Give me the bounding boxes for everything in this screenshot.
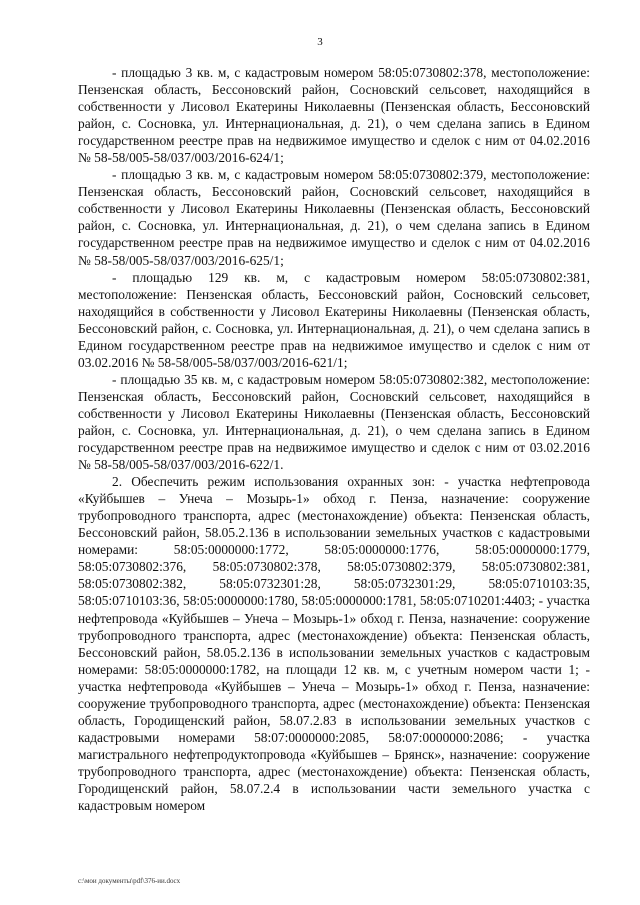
paragraph-plot-381: - площадью 129 кв. м, с кадастровым номером 58:05:0730802:381, местоположение: Пензенская область, Бессоновский район, Сосновский сельсовет, находящийся в собственности у Лисовол Екатерины Николаевны (Пензенская область, Бессоновский район, с. Сосновка, ул. Интернациональная, д. 21), о чем сделана запись в Едином государственном реестре прав на недвижимое имущество и сделок с ним от 03.02.2016 № 58-58/005-58/037/003/2016-621/1; (78, 269, 590, 370)
page-number: 3 (317, 36, 323, 48)
paragraph-item-2-protection-zones: 2. Обеспечить режим использования охранных зон: - участка нефтепровода «Куйбышев – Унеча – Мозырь-1» обход г. Пенза, назначение: сооружение трубопроводного транспорта, адрес (местонахождение) объекта: Пензенская область, Бессоновский район, 58.05.2.136 в использовании земельных участков с кадастровыми номерами: 58:05:0000000:1772, 58:05:0000000:1776, 58:05:0000000:1779, 58:05:0730802:376, 58:05:0730802:378, 58:05:0730802:379, 58:05:0730802:381, 58:05:0730802:382, 58:05:0732301:28, 58:05:0732301:29, 58:05:0710103:35, 58:05:0710103:36, 58:05:0000000:1780, 58:05:0000000:1781, 58:05:0710201:4403; - участка нефтепровода «Куйбышев – Унеча – Мозырь-1» обход г. Пенза, назначение: сооружение трубопроводного транспорта, адрес (местонахождение) объекта: Пензенская область, Бессоновский район, 58.05.2.136 в использовании земельных участков с кадастровым номерами: 58:05:0000000:1782, на площади 12 кв. м, с учетным номером части 1; - участка нефтепровода «Куйбышев – Унеча – Мозырь-1» обход г. Пенза, назначение: сооружение трубопроводного транспорта, адрес (местонахождение) объекта: Пензенская область, Городищенский район, 58.07.2.83 в использовании земельных участков с кадастровыми номерами 58:07:0000000:2085, 58:07:0000000:2086; - участка магистрального нефтепродуктопровода «Куйбышев – Брянск», назначение: сооружение трубопроводного транспорта, адрес (местонахождение) объекта: Пензенская область, Городищенский район, 58.07.2.4 в использовании части земельного участка с кадастровым номером (78, 474, 590, 814)
paragraph-plot-378: - площадью 3 кв. м, с кадастровым номером 58:05:0730802:378, местоположение: Пензенская область, Бессоновский район, Сосновский сельсовет, находящийся в собственности у Лисовол Екатерины Николаевны (Пензенская область, Бессоновский район, с. Сосновка, ул. Интернациональная, д. 21), о чем сделана запись в Едином государственном реестре прав на недвижимое имущество и сделок с ним от 04.02.2016 № 58-58/005-58/037/003/2016-624/1; (78, 65, 590, 166)
footer-file-path: c:\мои документы\pdf\376-ии.docx (78, 877, 181, 885)
document-body (78, 64, 590, 814)
paragraph-plot-379: - площадью 3 кв. м, с кадастровым номером 58:05:0730802:379, местоположение: Пензенская область, Бессоновский район, Сосновский сельсовет, находящийся в собственности у Лисовол Екатерины Николаевны (Пензенская область, Бессоновский район, с. Сосновка, ул. Интернациональная, д. 21), о чем сделана запись в Едином государственном реестре прав на недвижимое имущество и сделок с ним от 04.02.2016 № 58-58/005-58/037/003/2016-625/1; (78, 167, 590, 268)
paragraph-plot-382: - площадью 35 кв. м, с кадастровым номером 58:05:0730802:382, местоположение: Пензенская область, Бессоновский район, Сосновский сельсовет, находящийся в собственности у Лисовол Екатерины Николаевны (Пензенская область, Бессоновский район, с. Сосновка, ул. Интернациональная, д. 21), о чем сделана запись в Едином государственном реестре прав на недвижимое имущество и сделок с ним от 03.02.2016 № 58-58/005-58/037/003/2016-622/1. (78, 371, 590, 473)
